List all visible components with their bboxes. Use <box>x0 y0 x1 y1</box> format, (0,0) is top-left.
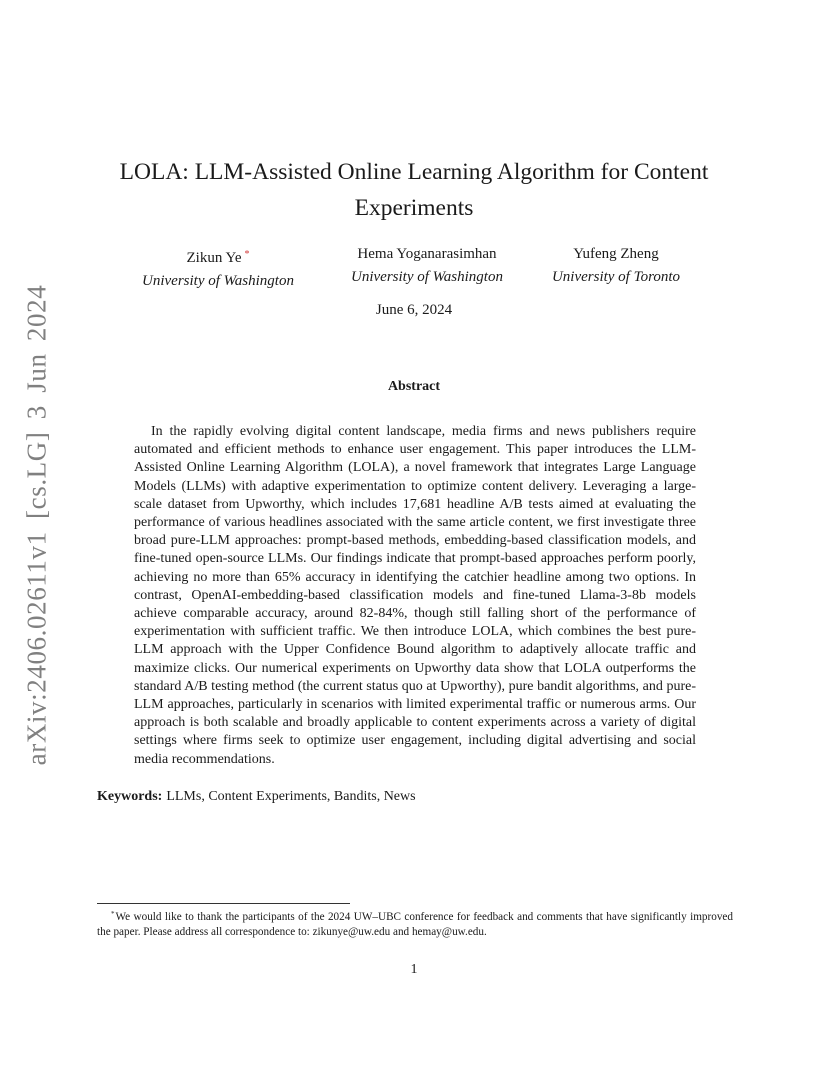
author-name: Hema Yoganarasimhan <box>357 246 497 262</box>
footnote-marker: * <box>111 910 115 918</box>
author-affiliation: University of Washington <box>351 269 503 285</box>
author-affiliation: University of Toronto <box>551 269 681 285</box>
publication-date: June 6, 2024 <box>375 302 453 318</box>
arxiv-identifier-stamp: arXiv:2406.02611v1 [cs.LG] 3 Jun 2024 <box>21 284 52 766</box>
footnote <box>97 907 733 940</box>
author-block <box>118 243 318 293</box>
keywords-line <box>97 787 416 807</box>
footnote-divider <box>97 903 350 904</box>
author-affiliation: University of Washington <box>142 273 294 289</box>
abstract-text: In the rapidly evolving digital content landscape, media firms and news publishers require automated and efficient methods to enhance user engagement. This paper introduces the LLM-Assisted Online Learning Algorithm (LOLA), a novel framework that integrates Large Language Models (LLMs) with adaptive experimentation to optimize content delivery. Leveraging a large-scale dataset from Upworthy, which includes 17,681 headline A/B tests aimed at evaluating the performance of various headlines associated with the same article content, we first investigate three broad pure-LLM approaches: prompt-based methods, embedding-based classification models, and fine-tuned open-source LLMs. Our findings indicate that prompt-based approaches perform poorly, achieving no more than 65% accuracy in identifying the catchier headline among two options. In contrast, OpenAI-embedding-based classification models and fine-tuned Llama-3-8b models achieve comparable accuracy, around 82-84%, though still falling short of the performance of experimentation with sufficient traffic. We then introduce LOLA, which combines the best pure-LLM approach with the Upper Confidence Bound algorithm to adaptively allocate traffic and maximize clicks. Our numerical experiments on Upworthy data show that LOLA outperforms the standard A/B testing method (the current status quo at Upworthy), pure bandit algorithms, and pure-LLM approaches, particularly in scenarios with limited experimental traffic or numerous arms. Our approach is both scalable and broadly applicable to content experiments across a variety of digital settings where firms seek to optimize user engagement, including digital advertising and social media recommendations. <box>134 424 696 767</box>
footnote-text: We would like to thank the participants of the 2024 UW–UBC conference for feedback and comments that have significantly improved the paper. Please address all correspondence to: zikunye@uw.edu and hemay@uw.edu. <box>97 911 733 938</box>
abstract-heading: Abstract <box>387 379 441 394</box>
author-block <box>327 243 527 289</box>
author-block <box>516 243 716 289</box>
author-name <box>118 243 318 270</box>
author-name: Yufeng Zheng <box>573 246 659 262</box>
keywords-text: LLMs, Content Experiments, Bandits, News <box>166 789 416 804</box>
page-number: 1 <box>410 962 418 977</box>
paper-title: LOLA: LLM-Assisted Online Learning Algorithm for Content Experiments <box>119 159 709 221</box>
keywords-label: Keywords: <box>97 789 163 804</box>
author-name-text: Zikun Ye <box>186 250 242 266</box>
footnote-marker-link[interactable]: * <box>244 249 250 260</box>
